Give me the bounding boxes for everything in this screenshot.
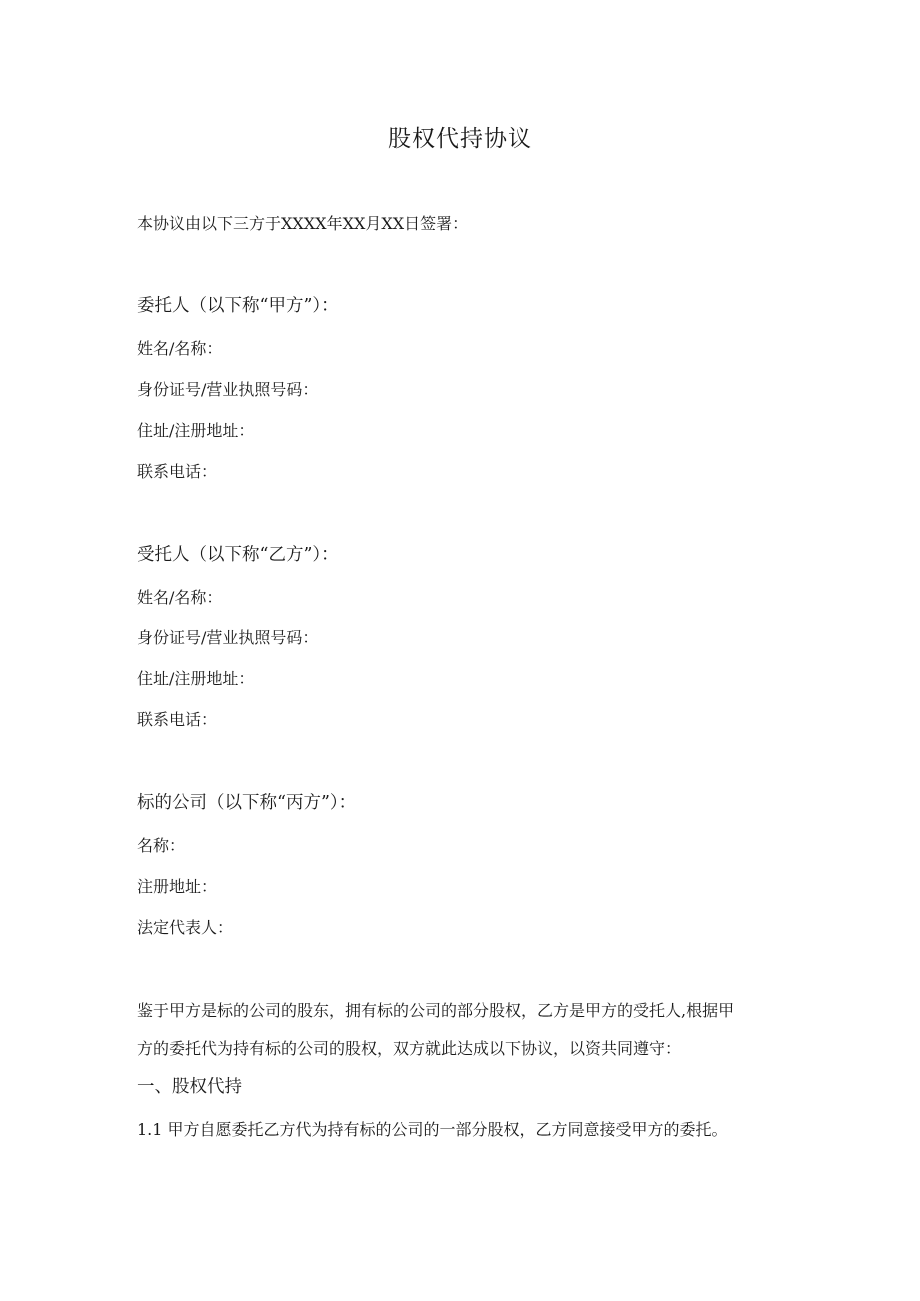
party-b-id-label: 身份证号/营业执照号码：	[137, 628, 319, 647]
document-title: 股权代持协议	[388, 126, 532, 152]
party-a-address-label: 住址/注册地址：	[137, 421, 255, 440]
party-b-heading: 受托人（以下称“乙方”）：	[137, 545, 339, 565]
recital-line-2: 方的委托代为持有标的公司的股权，双方就此达成以下协议，以资共同遵守：	[137, 1039, 682, 1058]
party-c-heading: 标的公司（以下称“丙方”）：	[137, 793, 357, 813]
party-a-name-label: 姓名/名称：	[137, 339, 223, 358]
clause-1-1: 1.1 甲方自愿委托乙方代为持有标的公司的一部分股权，乙方同意接受甲方的委托。	[137, 1120, 728, 1139]
section-1-heading: 一、股权代持	[137, 1077, 242, 1097]
party-a-id-label: 身份证号/营业执照号码：	[137, 380, 319, 399]
party-b-name-label: 姓名/名称：	[137, 588, 223, 607]
party-b-address-label: 住址/注册地址：	[137, 669, 255, 688]
party-a-phone-label: 联系电话：	[137, 462, 218, 481]
intro-text: 本协议由以下三方于XXXX年XX月XX日签署：	[137, 214, 469, 233]
party-a-heading: 委托人（以下称“甲方”）：	[137, 296, 339, 316]
party-c-address-label: 注册地址：	[137, 877, 218, 896]
party-b-phone-label: 联系电话：	[137, 710, 218, 729]
party-c-name-label: 名称：	[137, 836, 186, 855]
party-c-rep-label: 法定代表人：	[137, 918, 234, 937]
recital-line-1: 鉴于甲方是标的公司的股东，拥有标的公司的部分股权，乙方是甲方的受托人,根据甲	[137, 1001, 735, 1020]
